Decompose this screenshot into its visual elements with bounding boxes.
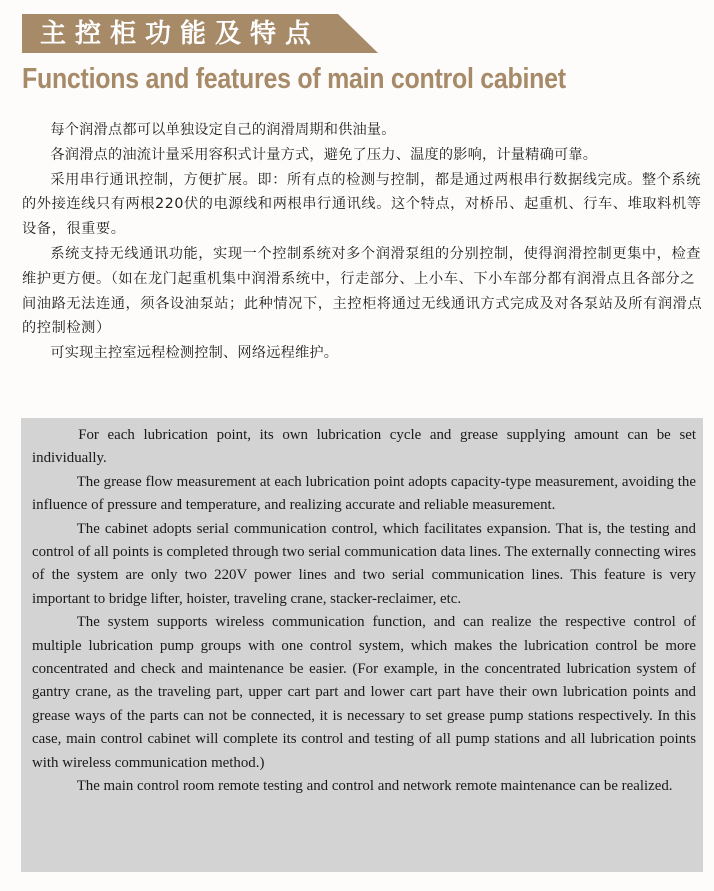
chinese-description (22, 118, 706, 366)
page-title-english: Functions and features of main control cabinet (22, 63, 566, 95)
cn-paragraph-wireless-communication: 系统支持无线通讯功能，实现一个控制系统对多个润滑泵组的分别控制，使得润滑控制更集中，检查维护更方便。（如在龙门起重机集中润滑系统中，行走部分、上小车、下小车部分都有润滑点且各部分之间油路无法连通，须各设油泵站；此种情况下，主控柜将通过无线通讯方式完成及对各泵站及所有润滑点的控制检测） (22, 245, 703, 337)
en-paragraph-remote-control: The main control room remote testing and control and network remote maintenance can be realized. (76, 778, 673, 795)
en-paragraph-flow-measurement: The grease flow measurement at each lubrication point adopts capacity-type measurement, avoiding the influence of pressure and temperature, and realizing accurate and reliable measurement. (32, 473, 696, 514)
cn-paragraph-serial-communication: 采用串行通讯控制，方便扩展。即：所有点的检测与控制，都是通过两根串行数据线完成。整个系统的外接连线只有两根220伏的电源线和两根串行通讯线。这个特点，对桥吊、起重机、行车、堆取料机等设备，很重要。 (22, 171, 702, 238)
cn-paragraph-remote-control: 可实现主控室远程检测控制、网络远程维护。 (50, 345, 339, 362)
cn-paragraph-flow-measurement: 各润滑点的油流计量采用容积式计量方式，避免了压力、温度的影响，计量精确可靠。 (50, 146, 598, 163)
page-title-chinese: 主控柜功能及特点 (40, 19, 321, 49)
en-paragraph-wireless-communication: The system supports wireless communication function, and can realize the respective control of multiple lubrication pump groups with one control system, which makes the lubrication control be more concentrated and check and maintenance be easier. (For example, in the concentrated lubrication system of gantry crane, as the traveling part, upper cart part and lower cart part have their own lubrication points and grease ways of the parts can not be connected, it is necessary to set grease pump stations respectively. In this case, main control cabinet will complete its control and testing of all pump stations and all lubrication points with wireless communication method.) (32, 614, 696, 771)
en-paragraph-lubrication-cycle: For each lubrication point, its own lubrication cycle and grease supplying amount can be set individually. (32, 427, 696, 467)
english-description (32, 424, 696, 799)
en-paragraph-serial-communication: The cabinet adopts serial communication control, which facilitates expansion. That is, the testing and control of all points is completed through two serial communication data lines. The externally connecting wires of the system are only two 220V power lines and two serial communication lines. This feature is very important to bridge lifter, hoister, traveling crane, stacker-reclaimer, etc. (32, 520, 696, 607)
cn-paragraph-lubrication-cycle: 每个润滑点都可以单独设定自己的润滑周期和供油量。 (50, 122, 396, 138)
